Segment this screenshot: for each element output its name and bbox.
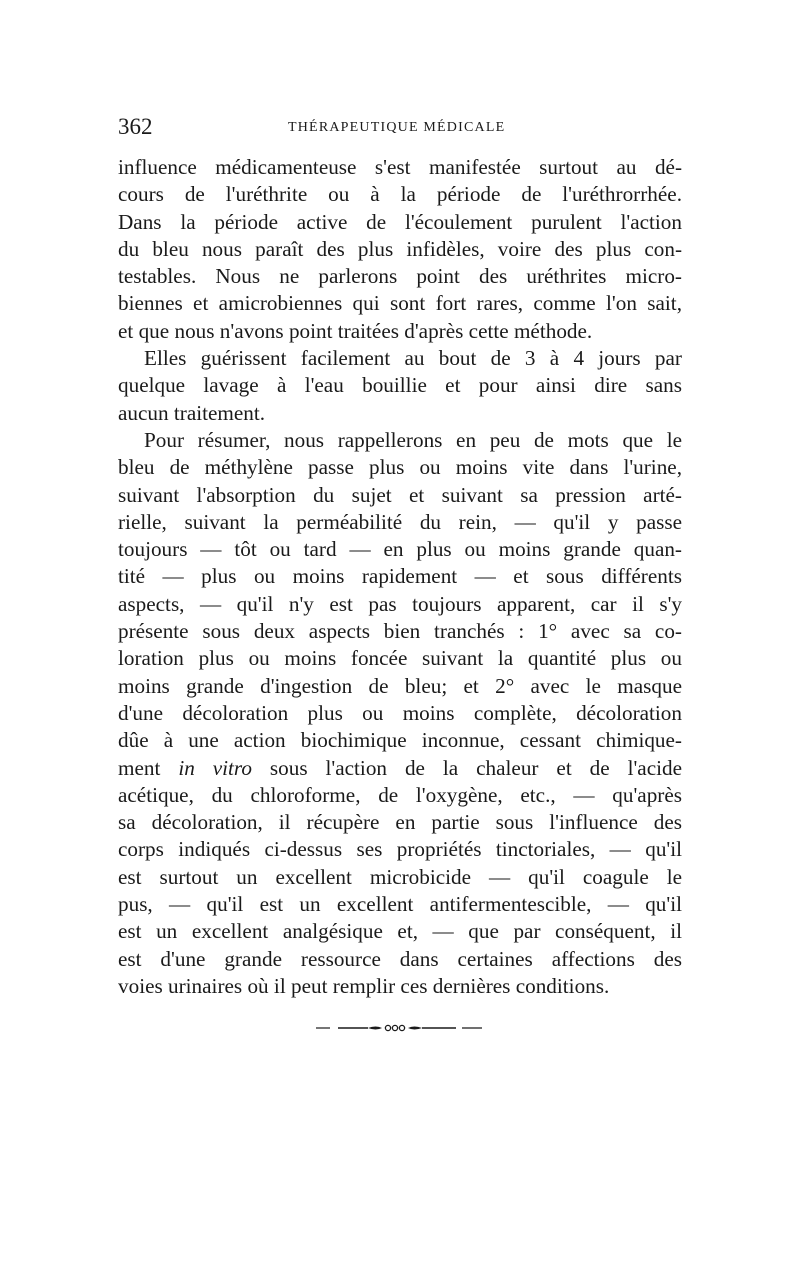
text-line: toujours — tôt ou tard — en plus ou moins grande quan- <box>118 537 682 562</box>
text-line: est d'une grande ressource dans certaines affections des <box>118 946 682 971</box>
text-line: cours de l'uréthrite ou à la période de l'uréthrorrhée. <box>118 182 682 207</box>
text-line: rielle, suivant la perméabilité du rein, — qu'il y passe <box>118 509 682 534</box>
text-line: et que nous n'avons point traitées d'après cette méthode. <box>118 318 593 343</box>
text-line: d'une décoloration plus ou moins complète, décoloration <box>118 700 682 725</box>
text-line: biennes et amicrobiennes qui sont fort rares, comme l'on sait, <box>118 291 682 316</box>
text-line: du bleu nous paraît des plus infidèles, voire des plus con- <box>118 236 682 261</box>
italic-phrase: in vitro <box>178 755 252 780</box>
end-flourish-ornament <box>316 1022 482 1034</box>
text-line: testables. Nous ne parlerons point des uréthrites micro- <box>118 264 682 289</box>
text-line: Dans la période active de l'écoulement purulent l'action <box>118 209 682 234</box>
text-line: dûe à une action biochimique inconnue, cessant chimique- <box>118 728 682 753</box>
text-line: loration plus ou moins foncée suivant la quantité plus ou <box>118 646 682 671</box>
text-line: quelque lavage à l'eau bouillie et pour ainsi dire sans <box>118 373 682 398</box>
text-line: aucun traitement. <box>118 400 266 425</box>
text-line: pus, — qu'il est un excellent antifermentescible, — qu'il <box>118 892 682 917</box>
text-line: corps indiqués ci-dessus ses propriétés tinctoriales, — qu'il <box>118 837 682 862</box>
text-segment: ment <box>118 755 179 780</box>
text-line: est un excellent analgésique et, — que par conséquent, il <box>118 919 682 944</box>
text-line-with-italic <box>118 755 682 782</box>
running-head: THÉRAPEUTIQUE MÉDICALE <box>288 120 506 135</box>
text-line: tité — plus ou moins rapidement — et sous différents <box>118 564 682 589</box>
text-line: influence médicamenteuse s'est manifestée surtout au dé- <box>118 155 682 179</box>
body-text <box>118 154 682 1000</box>
text-line: sa décoloration, il récupère en partie sous l'influence des <box>118 810 682 835</box>
text-line: est surtout un excellent microbicide — qu'il coagule le <box>118 864 682 889</box>
page-number: 362 <box>118 114 153 139</box>
text-line: voies urinaires où il peut remplir ces dernières conditions. <box>118 973 610 998</box>
text-line: Pour résumer, nous rappellerons en peu de mots que le <box>144 427 682 452</box>
text-line: moins grande d'ingestion de bleu; et 2° avec le masque <box>118 673 682 698</box>
text-line: présente sous deux aspects bien tranchés : 1° avec sa co- <box>118 619 682 644</box>
page-header <box>118 112 682 142</box>
text-line: aspects, — qu'il n'y est pas toujours apparent, car il s'y <box>118 591 682 616</box>
text-line: acétique, du chloroforme, de l'oxygène, etc., — qu'après <box>118 782 682 807</box>
text-segment: sous l'action de la chaleur et de l'acide <box>251 755 682 780</box>
text-line: Elles guérissent facilement au bout de 3 à 4 jours par <box>144 346 682 371</box>
text-line: suivant l'absorption du sujet et suivant sa pression arté- <box>118 482 682 507</box>
text-line: bleu de méthylène passe plus ou moins vite dans l'urine, <box>118 455 682 480</box>
